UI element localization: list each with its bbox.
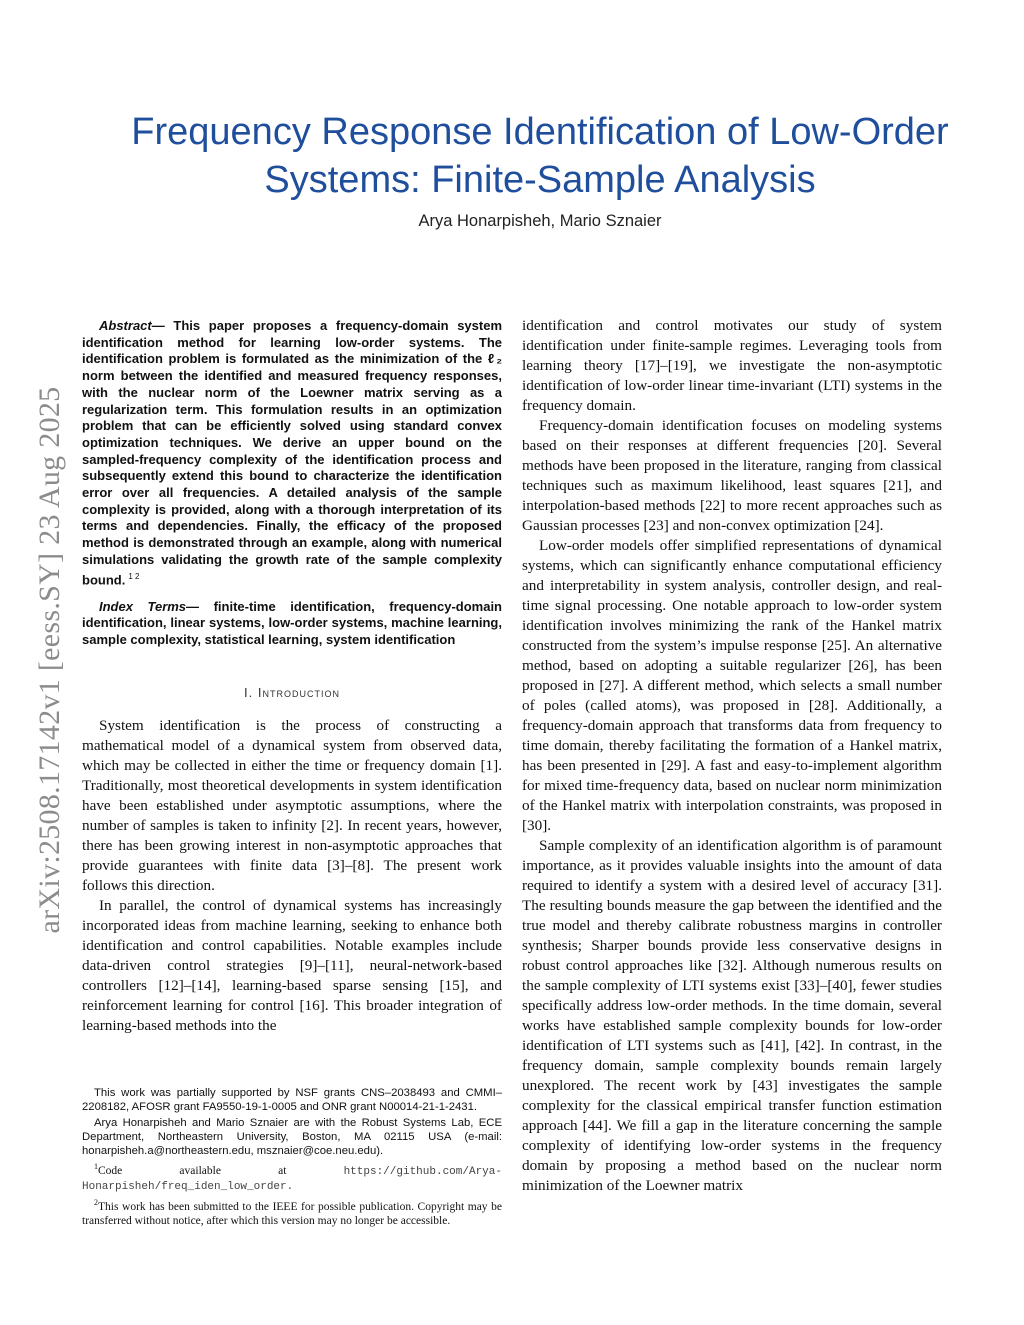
footnote-1-mark: 1 <box>94 1162 98 1171</box>
left-column <box>82 318 502 1036</box>
code-link[interactable]: https://github.com/Arya-Honarpisheh/freq_iden_low_order. <box>82 1165 502 1193</box>
footnote-2-mark: 2 <box>94 1197 98 1207</box>
index-terms <box>82 599 502 649</box>
section-heading: I. Introduction <box>244 684 340 700</box>
intro-paragraph: In parallel, the control of dynamical systems has increasingly incorporated ideas from machine learning, seeking to enhance both identification and control capabilities. Notable examples include data-driven control strategies [9]–[11], neural-network-based controllers [12]–[14], learning-based sparse sensing [15], and reinforcement learning for control [16]. This broader integration of learning-based methods into the <box>82 896 502 1034</box>
intro-paragraph: identification and control motivates our study of system identification under finite-sample regimes. Leveraging tools from learning theory [17]–[19], we investigate the non-asymptotic identification of low-order linear time-invariant (LTI) systems in the frequency domain. <box>522 317 942 414</box>
intro-paragraph: Sample complexity of an identification algorithm is of paramount importance, as it provides valuable insights into the amount of data required to identify a system with a desired level of accuracy [31]. The resulting bounds measure the gap between the identified and the true model and thereby calibrate robustness margins in controller synthesis; Sharper bounds provide less conservative designs in robust control approaches like [32]. Although numerous results on the sample complexity of LTI systems exist [33]–[40], fewer studies specifically address low-order methods. In the time domain, several works have established sample complexity bounds for low-order identification of LTI systems such as [41], [42]. In contrast, in the frequency domain, sample complexity bounds remain largely unexplored. The recent work by [43] investigates the sample complexity for the classical empirical transfer function estimation approach [44]. We fill a gap in the literature concerning the sample complexity of identifying low-order systems in the frequency domain by proposing a method based on the nuclear norm minimization of the Loewner matrix <box>522 837 942 1194</box>
intro-paragraph: Frequency-domain identification focuses on modeling systems based on their responses at different frequencies [20]. Several methods have been proposed in the literature, ranging from classical techniques such as maximum likelihood, least squares [21], and interpolation-based methods [22] to more recent approaches such as Gaussian processes [23] and non-convex optimization [24]. <box>522 417 942 534</box>
footnotes <box>82 1086 502 1228</box>
abstract-text: — This paper proposes a frequency-domain system identification method for learning low-order systems. The identification problem is formulated as the minimization of the ℓ₂ norm between the identified and measured frequency responses, with the nuclear norm of the Loewner matrix serving as a regularization term. This formulation results in an optimization problem that can be efficiently solved using standard convex optimization techniques. We derive an upper bound on the sampled-frequency complexity of the identification process and subsequently extend this bound to characterize the identification error over all frequencies. A detailed analysis of the sample complexity is provided, along with a thorough interpretation of its terms and dependencies. Finally, the efficacy of the proposed method is demonstrated through an example, along with numerical simulations validating the growth rate of the sample complexity bound. <box>82 318 502 587</box>
paper-authors: Arya Honarpisheh, Mario Sznaier <box>418 212 662 230</box>
footnote-1 <box>82 1160 502 1194</box>
affiliation-note: Arya Honarpisheh and Mario Sznaier are with the Robust Systems Lab, ECE Department, Northeastern University, Boston, MA 02115 USA (e-mail: honarpisheh.a@northeastern.edu, msznaier@coe.neu.edu). <box>82 1117 502 1157</box>
right-column <box>522 316 942 1196</box>
funding-note: This work was partially supported by NSF grants CNS–2038493 and CMMI–2208182, AFOSR grant FA9550-19-1-0005 and ONR grant N00014-21-1-2431. <box>82 1087 502 1113</box>
abstract <box>82 318 502 589</box>
abstract-label: Abstract <box>99 318 152 333</box>
footnote-2-text: This work has been submitted to the IEEE for possible publication. Copyright may be transferred without notice, after which this version may no longer be accessible. <box>82 1200 502 1227</box>
intro-paragraph: System identification is the process of constructing a mathematical model of a dynamical system from observed data, which may be collected in either the time or frequency domain [1]. Traditionally, most theoretical developments in system identification have been established under asymptotic assumptions, where the number of samples is taken to infinity [2]. In recent years, however, there has been growing interest in non-asymptotic approaches that provide guarantees with finite data [3]–[8]. The present work follows this direction. <box>82 716 502 894</box>
arxiv-identifier: arXiv:2508.17142v1 [eess.SY] 23 Aug 2025 <box>33 386 66 934</box>
intro-paragraph: Low-order models offer simplified representations of dynamical systems, which can significantly enhance computational efficiency and interpretability in system analysis, controller design, and real-time signal processing. One notable approach to low-order system identification involves minimizing the rank of the Hankel matrix constructed from the system’s impulse response [25]. An alternative method, based on adopting a suitable regularizer [26], has been proposed in [27]. A different method, which selects a small number of poles (called atoms), was proposed in [28]. Additionally, a frequency-domain approach that transforms data from frequency to time domain, thereby facilitating the formation of a Hankel matrix, has been presented in [29]. A fast and easy-to-implement algorithm for mixed time-frequency data, based on nuclear norm minimization of the Hankel matrix with interpolation constraints, was proposed in [30]. <box>522 537 942 834</box>
footnote-1-text: Code available at <box>98 1164 344 1177</box>
index-terms-text: — finite-time identification, frequency-domain identification, linear systems, low-order systems, machine learning, sample complexity, statistical learning, system identification <box>82 598 502 647</box>
footnote-2 <box>82 1196 502 1228</box>
index-terms-label: Index Terms <box>99 598 187 614</box>
paper-title: Frequency Response Identification of Low-Order Systems: Finite-Sample Analysis <box>131 111 949 201</box>
abstract-footnote-marks: 1 2 <box>128 571 140 581</box>
